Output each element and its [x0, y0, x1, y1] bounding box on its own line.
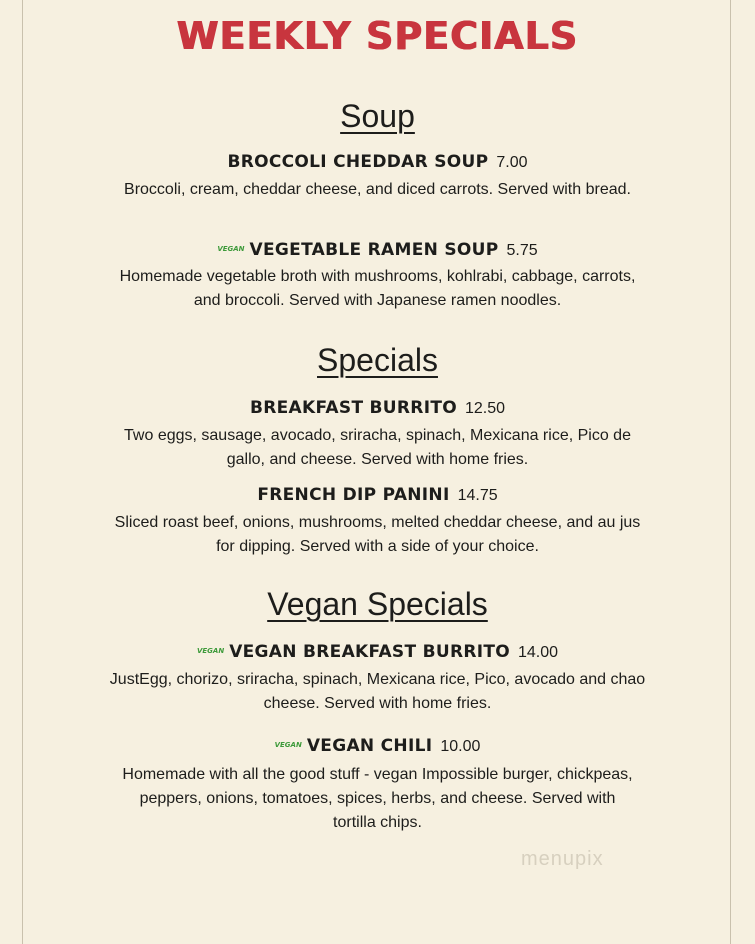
watermark: menupix — [521, 848, 604, 870]
item-description: JustEgg, chorizo, sriracha, spinach, Mexicana rice, Pico, avocado and chao cheese. Served with home fries. — [109, 671, 646, 712]
menu-item-vegan-breakfast-burrito — [0, 642, 755, 662]
menu-item-vegetable-ramen-soup — [0, 240, 755, 260]
vegan-badge: VEGAN — [274, 741, 302, 749]
item-name: VEGAN CHILI — [306, 736, 433, 756]
vegan-badge: VEGAN — [217, 245, 245, 253]
item-name: BROCCOLI CHEDDAR SOUP — [227, 152, 489, 172]
item-price: 7.00 — [496, 154, 528, 171]
item-name: FRENCH DIP PANINI — [257, 485, 450, 505]
menu-item-broccoli-cheddar-soup — [0, 152, 755, 172]
item-description: Broccoli, cream, cheddar cheese, and diced carrots. Served with bread. — [124, 181, 631, 198]
item-price: 10.00 — [440, 738, 481, 755]
menu-item-vegan-chili — [0, 736, 755, 756]
item-price: 14.75 — [457, 487, 498, 504]
item-price: 12.50 — [464, 400, 506, 417]
item-name: BREAKFAST BURRITO — [249, 398, 457, 418]
section-heading-vegan-specials: Vegan Specials — [267, 586, 488, 622]
item-name: VEGETABLE RAMEN SOUP — [249, 240, 499, 260]
item-description: Sliced roast beef, onions, mushrooms, melted cheddar cheese, and au jus for dipping. Served with a side of your choice. — [114, 514, 641, 555]
item-description: Homemade with all the good stuff - vegan Impossible burger, chickpeas, peppers, onions, tomatoes, spices, herbs, and cheese. Served with tortilla chips. — [122, 766, 633, 831]
menu-item-breakfast-burrito — [0, 398, 755, 418]
item-price: 14.00 — [518, 644, 559, 661]
item-description: Two eggs, sausage, avocado, sriracha, spinach, Mexicana rice, Pico de gallo, and cheese. Served with home fries. — [124, 427, 631, 468]
menu-item-french-dip-panini — [0, 485, 755, 505]
vegan-badge: VEGAN — [196, 647, 225, 655]
item-name: VEGAN BREAKFAST BURRITO — [229, 642, 510, 662]
item-description: Homemade vegetable broth with mushrooms, kohlrabi, cabbage, carrots, and broccoli. Served with Japanese ramen noodles. — [119, 268, 636, 309]
item-price: 5.75 — [506, 242, 538, 259]
section-heading-soup: Soup — [340, 98, 415, 134]
page-title: WEEKLY SPECIALS — [176, 14, 579, 58]
section-heading-specials: Specials — [317, 342, 438, 378]
